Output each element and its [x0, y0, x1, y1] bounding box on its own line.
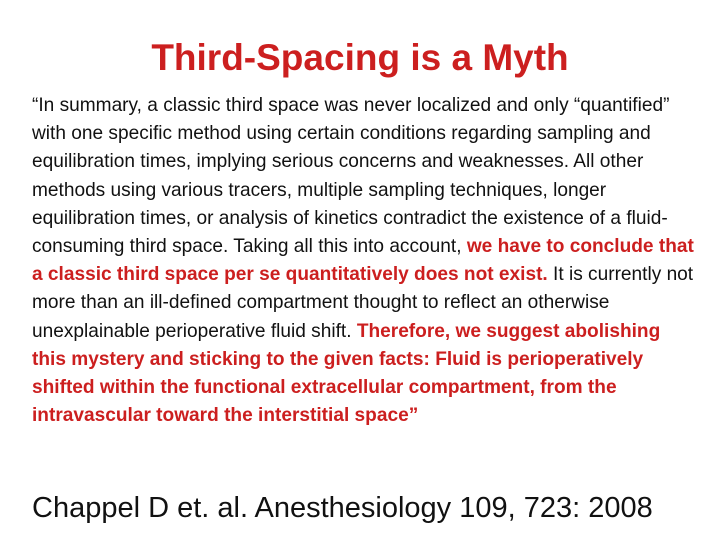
quote-text-part-1: “In summary, a classic third space was never localized and only “quantified” with one specific method using certain conditions regarding sampling and equilibration times, implying serious concerns and weaknesses. All other methods using various tracers, multiple sampling techniques, longer equilibration times, or analysis of kinetics contradict the existence of a fluid-consuming third space. Taking all this into account, [32, 95, 670, 258]
quote-emphasis-2: Therefore, we suggest abolishing this mystery and sticking to the given facts: Fluid is perioperatively shifted within the functional extracellular compartment, from the intravascular toward the interstitial space” [32, 320, 661, 427]
slide-title: Third-Spacing is a Myth [151, 37, 569, 78]
quote-text-part-2: It is currently not more than an ill-defined compartment thought to reflect an otherwise unexplainable perioperative fluid shift. [32, 264, 694, 342]
quote-emphasis-1: we have to conclude that a classic third space per se quantitatively does not exist. [32, 236, 694, 286]
citation: Chappel D et. al. Anesthesiology 109, 723: 2008 [32, 492, 653, 524]
quote-paragraph [32, 92, 698, 430]
